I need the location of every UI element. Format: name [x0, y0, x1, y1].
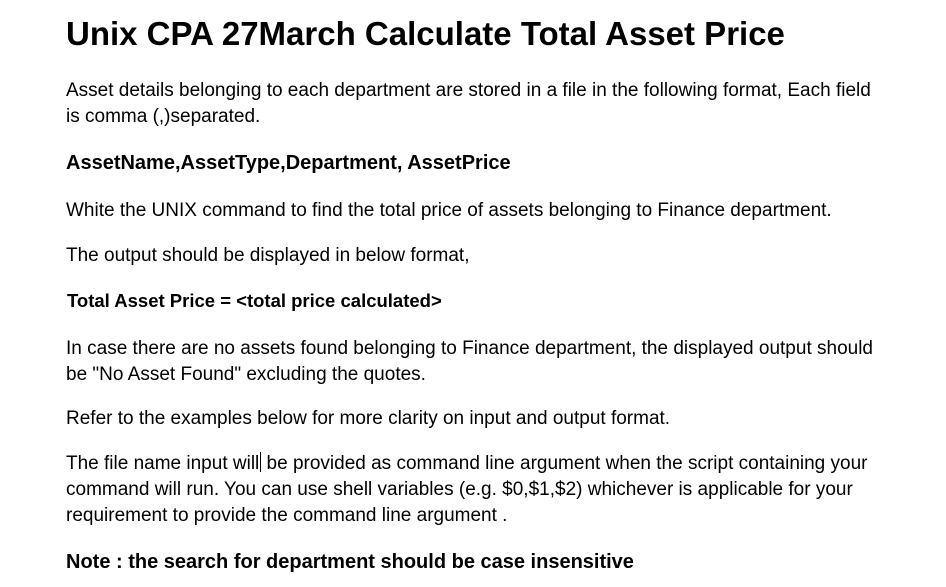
output-intro-paragraph: The output should be displayed in below format,	[66, 245, 470, 266]
examples-reference-paragraph: Refer to the examples below for more clarity on input and output format.	[66, 408, 671, 429]
output-format-heading: Total Asset Price = <total price calculated>	[67, 290, 442, 311]
record-format-heading: AssetName,AssetType,Department, AssetPrice	[66, 152, 511, 174]
page-title: Unix CPA 27March Calculate Total Asset Price	[66, 15, 785, 52]
note-heading: Note : the search for department should be case insensitive	[66, 551, 634, 573]
command-line-text-end: be provided as command line argument when the script containing your command will run. You can use shell variables (e.g. $0,$1,$2) whichever is applicable for your requirement to provide the command line argument .	[66, 453, 868, 526]
task-paragraph: White the UNIX command to find the total price of assets belonging to Finance department.	[66, 200, 832, 221]
command-line-text-start: The file name input will	[66, 453, 260, 474]
command-line-paragraph	[66, 451, 881, 529]
no-asset-paragraph: In case there are no assets found belonging to Finance department, the displayed output should be "No Asset Found" excluding the quotes.	[66, 338, 873, 385]
intro-paragraph: Asset details belonging to each department are stored in a file in the following format, Each field is comma (,)separated.	[66, 80, 871, 127]
